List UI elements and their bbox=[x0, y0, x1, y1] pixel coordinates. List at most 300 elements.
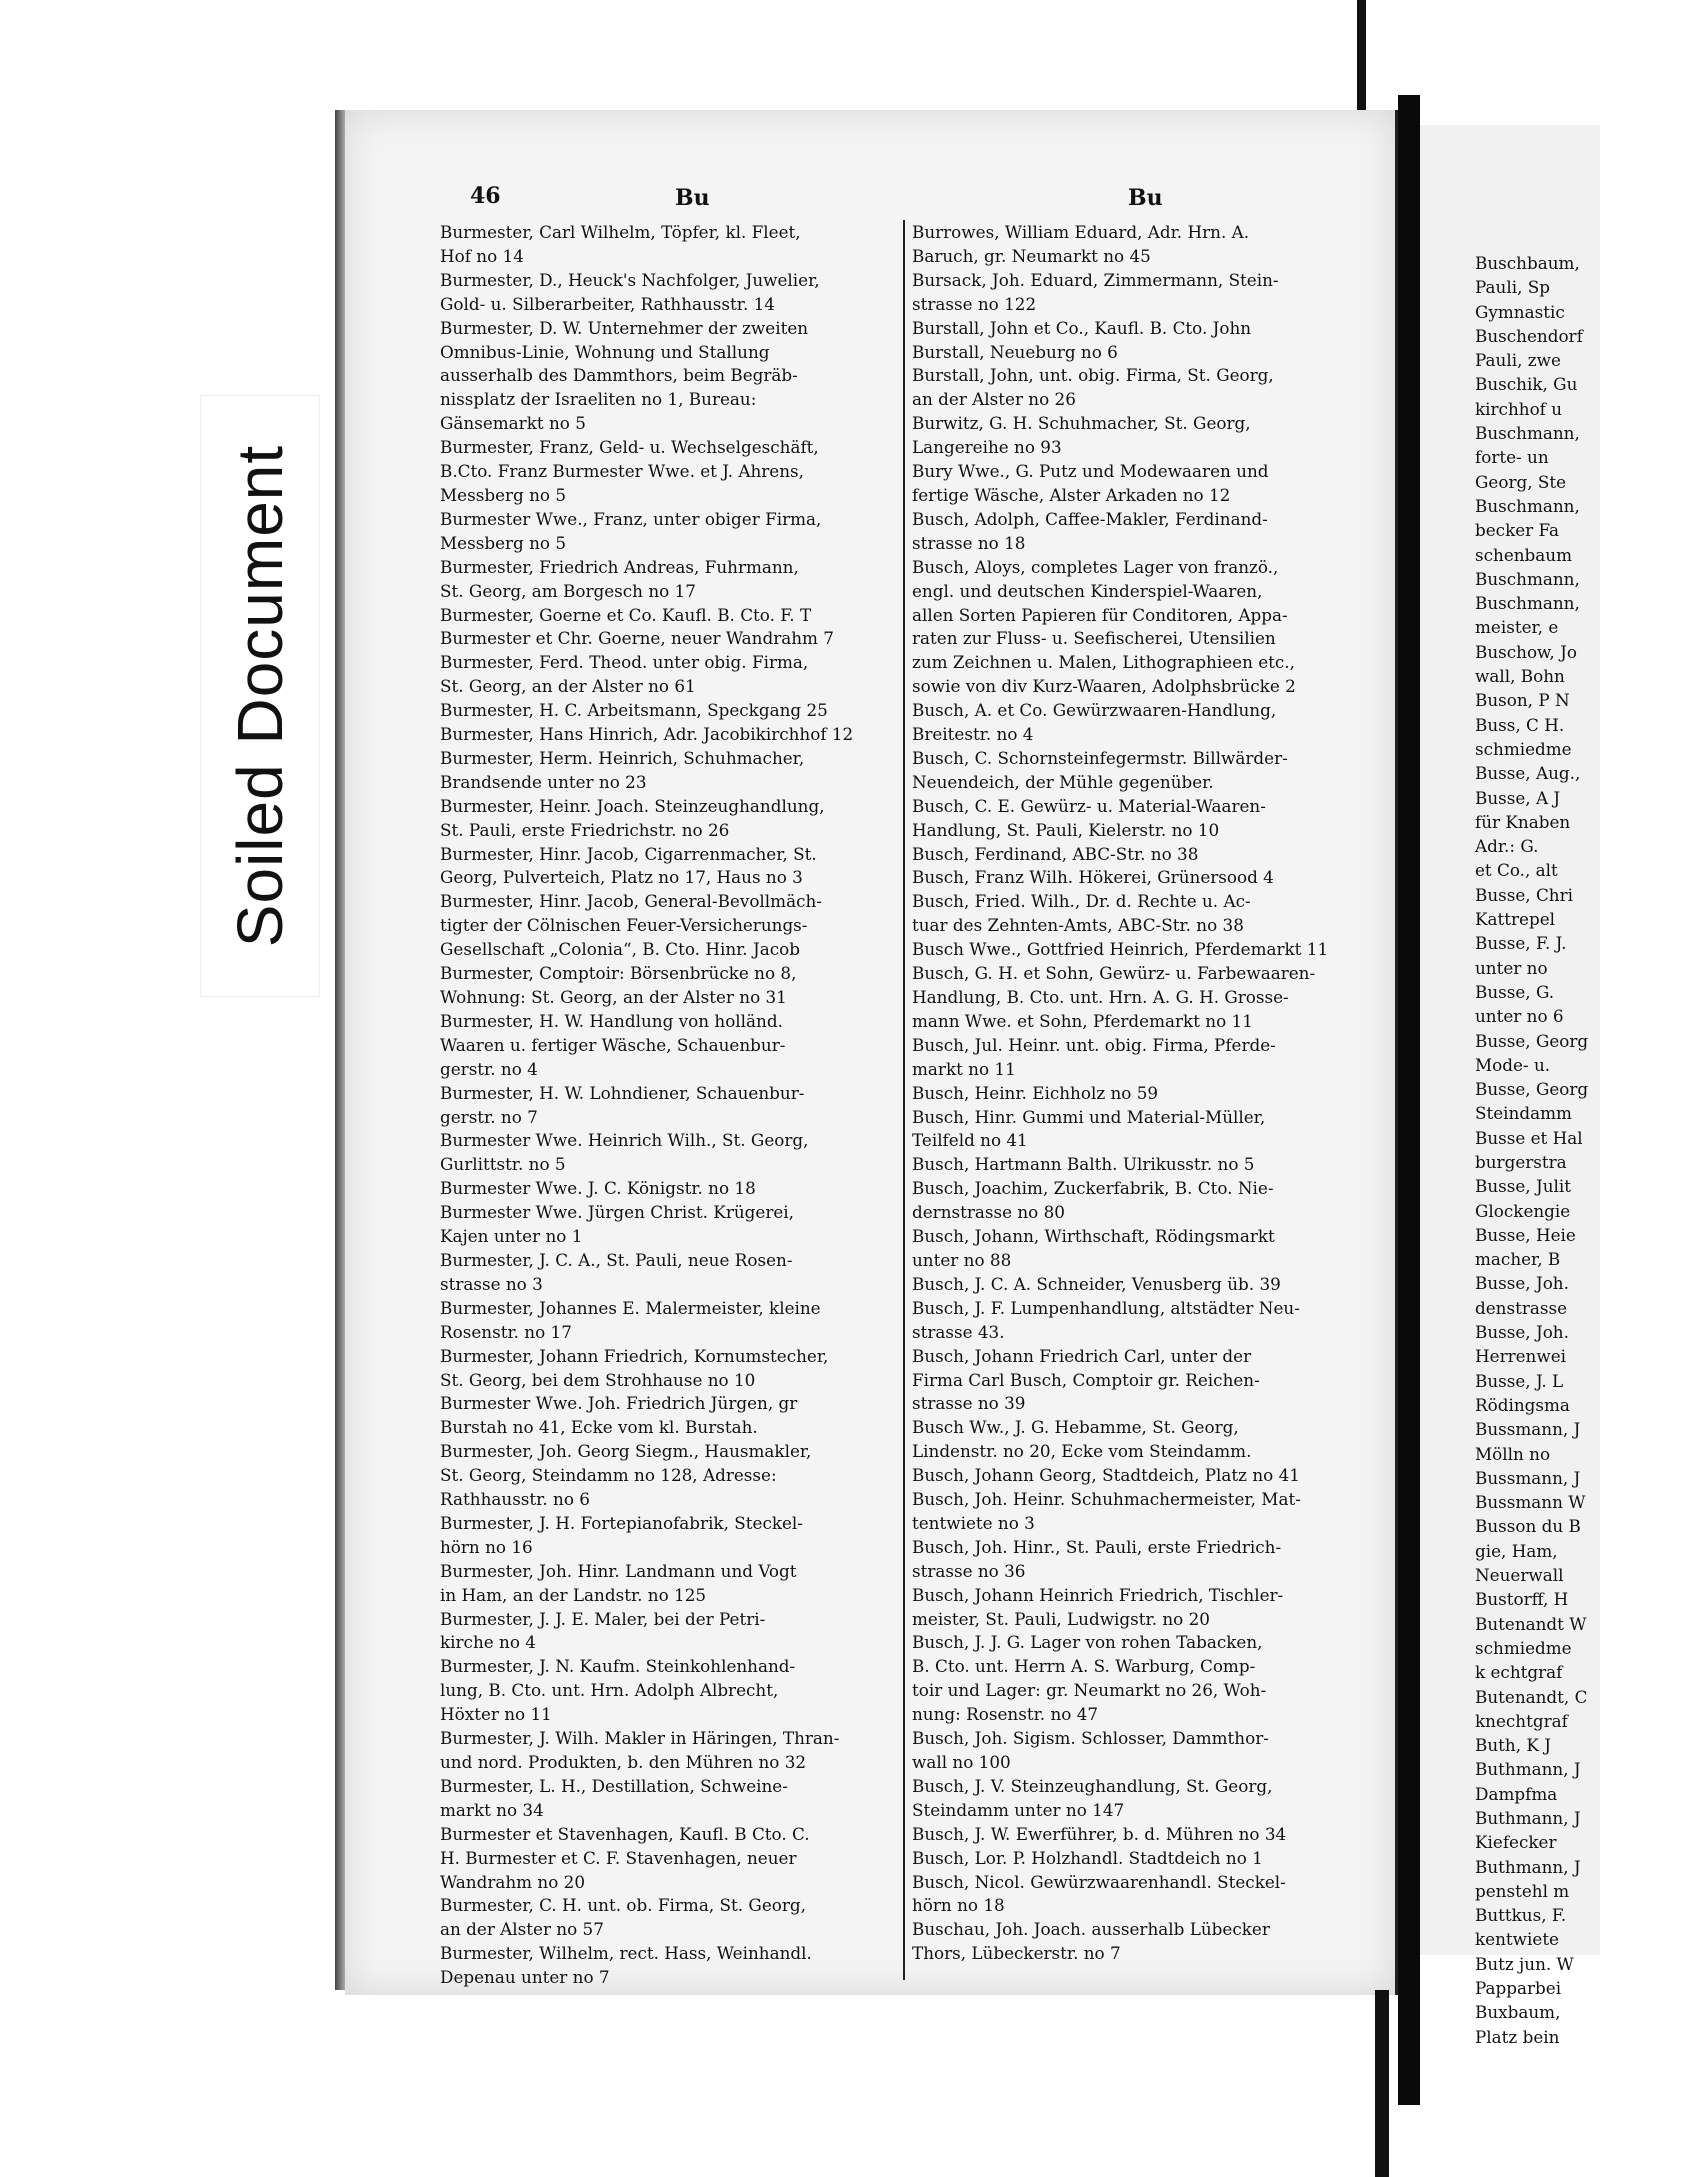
directory-entry bbox=[440, 1392, 890, 1440]
entry-line: Rathhausstr. no 6 bbox=[440, 1489, 590, 1510]
entry-line: Burstall, John et Co., Kaufl. B. Cto. John bbox=[912, 317, 1252, 338]
entry-line: Burmester, Comptoir: Börsenbrücke no 8, bbox=[440, 963, 797, 984]
entry-line: Burmester Wwe., Franz, unter obiger Firma, bbox=[440, 508, 822, 529]
entry-line: Teilfeld no 41 bbox=[912, 1130, 1028, 1151]
entry-line: in Ham, an der Landstr. no 125 bbox=[440, 1584, 707, 1605]
directory-entry bbox=[440, 1823, 890, 1895]
entry-line: Burmester, Ferd. Theod. unter obig. Firma, bbox=[440, 652, 809, 673]
entry-line: Busch, Joh. Heinr. Schuhmachermeister, Mat- bbox=[912, 1489, 1301, 1510]
entry-line: Neuendeich, der Mühle gegenüber. bbox=[912, 771, 1214, 792]
entry-line: Busch, Johann Friedrich Carl, unter der bbox=[912, 1345, 1252, 1366]
entry-line: nissplatz der Israeliten no 1, Bureau: bbox=[440, 389, 757, 410]
adjacent-page bbox=[1420, 125, 1600, 2047]
entry-line: Busch, Aloys, completes Lager von franzö., bbox=[912, 556, 1279, 577]
directory-entry bbox=[912, 1775, 1362, 1823]
entry-line: allen Sorten Papieren für Conditoren, Appa- bbox=[912, 604, 1288, 625]
directory-entry bbox=[440, 1655, 890, 1727]
fragment-line: Bussmann, J bbox=[1475, 1419, 1581, 1440]
fragment-line: Butz jun. W bbox=[1475, 1953, 1574, 1974]
entry-line: Bursack, Joh. Eduard, Zimmermann, Stein- bbox=[912, 269, 1279, 290]
entry-line: Burmester, Goerne et Co. Kaufl. B. Cto. F. T bbox=[440, 604, 812, 625]
entry-line: Burmester et Stavenhagen, Kaufl. B Cto. C. bbox=[440, 1823, 810, 1844]
directory-entry bbox=[912, 317, 1362, 365]
entry-line: Burmester, J. J. E. Maler, bei der Petri- bbox=[440, 1608, 766, 1629]
fragment-line: Pauli, Sp bbox=[1475, 277, 1550, 298]
entry-line: Firma Carl Busch, Comptoir gr. Reichen- bbox=[912, 1369, 1260, 1390]
entry-line: Busch Wwe., Gottfried Heinrich, Pferdemarkt 11 bbox=[912, 939, 1329, 960]
fragment-line: Busse, G. bbox=[1475, 981, 1555, 1002]
fragment-line: Bustorff, H bbox=[1475, 1589, 1569, 1610]
fragment-line: kentwiete bbox=[1475, 1929, 1559, 1950]
entry-line: sowie von div Kurz-Waaren, Adolphsbrücke 2 bbox=[912, 676, 1296, 697]
directory-entry bbox=[912, 1177, 1362, 1225]
directory-entry bbox=[440, 699, 890, 723]
fragment-line: Buthmann, J bbox=[1475, 1759, 1581, 1780]
entry-line: Busch, Ferdinand, ABC-Str. no 38 bbox=[912, 843, 1199, 864]
entry-line: Gesellschaft „Colonia“, B. Cto. Hinr. Jacob bbox=[440, 939, 800, 960]
film-edge-bar-bottom bbox=[1375, 1990, 1389, 2177]
directory-entry bbox=[912, 364, 1362, 412]
page-number: 46 bbox=[470, 183, 501, 209]
fragment-line: Dampfma bbox=[1475, 1783, 1558, 1804]
fragment-line: et Co., alt bbox=[1475, 860, 1558, 881]
directory-entry bbox=[912, 699, 1362, 747]
fragment-line: Buschmann, bbox=[1475, 423, 1580, 444]
entry-line: Buschau, Joh. Joach. ausserhalb Lübecker bbox=[912, 1919, 1270, 1940]
fragment-line: Busse, Georg bbox=[1475, 1079, 1589, 1100]
fragment-line: Buttkus, F. bbox=[1475, 1905, 1567, 1926]
entry-line: Burstall, Neueburg no 6 bbox=[912, 341, 1118, 362]
entry-line: St. Georg, an der Alster no 61 bbox=[440, 676, 696, 697]
fragment-line: Buschmann, bbox=[1475, 495, 1580, 516]
entry-line: St. Georg, Steindamm no 128, Adresse: bbox=[440, 1465, 777, 1486]
entry-line: Busch, Johann, Wirthschaft, Rödingsmarkt bbox=[912, 1226, 1275, 1247]
entry-line: strasse no 39 bbox=[912, 1393, 1026, 1414]
running-head-right: Bu bbox=[1128, 185, 1163, 211]
fragment-line: Busse, Julit bbox=[1475, 1176, 1571, 1197]
entry-line: Burmester, C. H. unt. ob. Firma, St. Georg, bbox=[440, 1895, 806, 1916]
directory-entry bbox=[440, 1010, 890, 1082]
book-spine-gutter bbox=[1398, 95, 1420, 2105]
directory-entry bbox=[912, 1082, 1362, 1106]
directory-entry bbox=[440, 604, 890, 652]
directory-entry bbox=[912, 508, 1362, 556]
directory-entry bbox=[912, 1488, 1362, 1536]
entry-line: dernstrasse no 80 bbox=[912, 1202, 1065, 1223]
fragment-line: Adr.: G. bbox=[1475, 836, 1539, 857]
entry-line: Burmester, J. Wilh. Makler in Häringen, Thran- bbox=[440, 1728, 840, 1749]
directory-entry bbox=[912, 1823, 1362, 1847]
entry-line: Burmester Wwe. Heinrich Wilh., St. Georg, bbox=[440, 1130, 809, 1151]
entry-line: Busch, Lor. P. Holzhandl. Stadtdeich no 1 bbox=[912, 1847, 1263, 1868]
entry-line: hörn no 18 bbox=[912, 1895, 1005, 1916]
directory-entry bbox=[440, 1082, 890, 1130]
left-column-entries bbox=[440, 221, 890, 1990]
directory-entry bbox=[440, 1440, 890, 1512]
entry-line: markt no 34 bbox=[440, 1799, 544, 1820]
fragment-line: Neuerwall bbox=[1475, 1565, 1564, 1586]
entry-line: Hof no 14 bbox=[440, 245, 524, 266]
directory-entry bbox=[440, 436, 890, 508]
entry-line: Handlung, B. Cto. unt. Hrn. A. G. H. Grosse- bbox=[912, 987, 1289, 1007]
directory-entry bbox=[440, 1297, 890, 1345]
entry-line: engl. und deutschen Kinderspiel-Waaren, bbox=[912, 580, 1263, 601]
fragment-line: Platz bein bbox=[1475, 2026, 1560, 2047]
entry-line: Busch, Franz Wilh. Hökerei, Grünersood 4 bbox=[912, 867, 1274, 888]
entry-line: Burmester, D. W. Unternehmer der zweiten bbox=[440, 317, 809, 338]
directory-entry bbox=[440, 1345, 890, 1393]
entry-line: Burmester, Hinr. Jacob, Cigarrenmacher, St. bbox=[440, 843, 817, 864]
entry-line: Bury Wwe., G. Putz und Modewaaren und bbox=[912, 461, 1269, 482]
fragment-line: Bussmann, J bbox=[1475, 1467, 1581, 1488]
fragment-line: becker Fa bbox=[1475, 520, 1560, 541]
entry-line: Burmester, Carl Wilhelm, Töpfer, kl. Fleet, bbox=[440, 222, 801, 242]
directory-entry bbox=[440, 1942, 890, 1990]
entry-line: B.Cto. Franz Burmester Wwe. et J. Ahrens, bbox=[440, 461, 804, 482]
fragment-line: macher, B bbox=[1475, 1249, 1561, 1270]
entry-line: Breitestr. no 4 bbox=[912, 724, 1034, 745]
entry-line: strasse 43. bbox=[912, 1321, 1005, 1342]
entry-line: Burstall, John, unt. obig. Firma, St. Georg, bbox=[912, 365, 1274, 386]
entry-line: Baruch, gr. Neumarkt no 45 bbox=[912, 245, 1151, 266]
directory-entry bbox=[440, 556, 890, 604]
fragment-line: Glockengie bbox=[1475, 1200, 1571, 1221]
entry-line: Busch, Johann Heinrich Friedrich, Tischler- bbox=[912, 1584, 1284, 1605]
fragment-line: Butenandt, C bbox=[1475, 1686, 1588, 1707]
entry-line: Burmester, H. W. Handlung von holländ. bbox=[440, 1010, 783, 1031]
entry-line: Busch, A. et Co. Gewürzwaaren-Handlung, bbox=[912, 700, 1277, 721]
directory-entry bbox=[912, 1918, 1362, 1966]
entry-line: Burmester, Friedrich Andreas, Fuhrmann, bbox=[440, 556, 799, 577]
entry-line: Burmester Wwe. Jürgen Christ. Krügerei, bbox=[440, 1202, 794, 1223]
fragment-line: Kiefecker bbox=[1475, 1832, 1557, 1853]
fragment-line: Mölln no bbox=[1475, 1443, 1551, 1464]
entry-line: Burmester, Joh. Hinr. Landmann und Vogt bbox=[440, 1560, 797, 1581]
fragment-line: Busse, Joh. bbox=[1475, 1322, 1569, 1343]
directory-entry bbox=[912, 221, 1362, 269]
entry-line: Busch, C. Schornsteinfegermstr. Billwärder- bbox=[912, 747, 1288, 768]
fragment-line: Buschik, Gu bbox=[1475, 374, 1578, 395]
fragment-line: Pauli, zwe bbox=[1475, 350, 1561, 371]
fragment-line: Busse, Georg bbox=[1475, 1030, 1589, 1051]
entry-line: St. Georg, am Borgesch no 17 bbox=[440, 580, 696, 601]
entry-line: tuar des Zehnten-Amts, ABC-Str. no 38 bbox=[912, 915, 1244, 936]
fragment-line: denstrasse bbox=[1475, 1297, 1568, 1318]
entry-line: Busch, Joh. Hinr., St. Pauli, erste Friedrich- bbox=[912, 1536, 1282, 1557]
fragment-line: Busse, A J bbox=[1475, 787, 1561, 808]
directory-entry bbox=[440, 221, 890, 269]
fragment-line: Buschow, Jo bbox=[1475, 641, 1577, 662]
directory-entry bbox=[440, 1894, 890, 1942]
fragment-line: Buthmann, J bbox=[1475, 1808, 1581, 1828]
entry-line: Höxter no 11 bbox=[440, 1704, 552, 1725]
fragment-line: Bussmann W bbox=[1475, 1492, 1586, 1513]
entry-line: gerstr. no 4 bbox=[440, 1058, 538, 1079]
entry-line: Kajen unter no 1 bbox=[440, 1226, 583, 1247]
fragment-line: unter no bbox=[1475, 957, 1548, 978]
entry-line: Busch, J. W. Ewerführer, b. d. Mühren no 34 bbox=[912, 1823, 1287, 1844]
entry-line: Busch, Adolph, Caffee-Makler, Ferdinand- bbox=[912, 508, 1268, 529]
entry-line: Busch, C. E. Gewürz- u. Material-Waaren- bbox=[912, 795, 1266, 816]
entry-line: tigter der Cölnischen Feuer-Versicherungs- bbox=[440, 915, 808, 936]
entry-line: an der Alster no 26 bbox=[912, 389, 1076, 410]
directory-entry bbox=[440, 843, 890, 891]
directory-entry bbox=[440, 1249, 890, 1297]
entry-line: markt no 11 bbox=[912, 1058, 1016, 1079]
entry-line: Georg, Pulverteich, Platz no 17, Haus no 3 bbox=[440, 867, 803, 888]
entry-line: Omnibus-Linie, Wohnung und Stallung bbox=[440, 341, 770, 362]
fragment-line: schenbaum bbox=[1475, 544, 1573, 565]
directory-entry bbox=[912, 1584, 1362, 1632]
fragment-line: Buxbaum, bbox=[1475, 2002, 1561, 2023]
directory-entry bbox=[440, 508, 890, 556]
entry-line: Burrowes, William Eduard, Adr. Hrn. A. bbox=[912, 222, 1250, 242]
directory-entry bbox=[912, 795, 1362, 843]
fragment-line: k echtgraf bbox=[1475, 1662, 1563, 1683]
directory-entry bbox=[912, 747, 1362, 795]
entry-line: Burmester, Hans Hinrich, Adr. Jacobikirchhof 12 bbox=[440, 724, 854, 745]
entry-line: Burmester, Hinr. Jacob, General-Bevollmäch- bbox=[440, 891, 822, 912]
entry-line: Lindenstr. no 20, Ecke vom Steindamm. bbox=[912, 1441, 1252, 1462]
entry-line: lung, B. Cto. unt. Hrn. Adolph Albrecht, bbox=[440, 1680, 779, 1701]
entry-line: Busch, J. C. A. Schneider, Venusberg üb. 39 bbox=[912, 1273, 1281, 1294]
entry-line: Busch Ww., J. G. Hebamme, St. Georg, bbox=[912, 1417, 1239, 1438]
entry-line: Burmester, Herm. Heinrich, Schuhmacher, bbox=[440, 747, 805, 768]
fragment-line: Busson du B bbox=[1475, 1516, 1581, 1537]
directory-entry bbox=[912, 1631, 1362, 1727]
film-edge-bar-top bbox=[1357, 0, 1366, 110]
entry-line: Gurlittstr. no 5 bbox=[440, 1154, 566, 1175]
fragment-line: Busse, Aug., bbox=[1475, 763, 1581, 784]
entry-line: H. Burmester et C. F. Stavenhagen, neuer bbox=[440, 1847, 797, 1868]
directory-entry bbox=[440, 1129, 890, 1177]
entry-line: Busch, Johann Georg, Stadtdeich, Platz no 41 bbox=[912, 1465, 1300, 1486]
entry-line: Messberg no 5 bbox=[440, 484, 567, 505]
fragment-line: Buthmann, J bbox=[1475, 1856, 1581, 1877]
right-column-entries bbox=[912, 221, 1362, 1966]
fragment-line: Busse, Chri bbox=[1475, 884, 1573, 905]
entry-line: Busch, G. H. et Sohn, Gewürz- u. Farbewaaren- bbox=[912, 963, 1316, 984]
directory-entry bbox=[440, 317, 890, 437]
entry-line: Burmester, J. N. Kaufm. Steinkohlenhand- bbox=[440, 1656, 796, 1677]
entry-line: und nord. Produkten, b. den Mühren no 32 bbox=[440, 1752, 807, 1772]
entry-line: Langereihe no 93 bbox=[912, 437, 1062, 458]
entry-line: Gänsemarkt no 5 bbox=[440, 413, 586, 434]
entry-line: wall no 100 bbox=[912, 1752, 1011, 1772]
fragment-line: Herrenwei bbox=[1475, 1346, 1567, 1367]
entry-line: tentwiete no 3 bbox=[912, 1512, 1035, 1533]
directory-entry bbox=[440, 1775, 890, 1823]
fragment-line: Buson, P N bbox=[1475, 690, 1570, 711]
entry-line: Thors, Lübeckerstr. no 7 bbox=[912, 1943, 1121, 1964]
directory-entry bbox=[440, 747, 890, 795]
stamp-text: Soiled Document bbox=[224, 444, 296, 948]
fragment-line: Mode- u. bbox=[1475, 1054, 1551, 1075]
fragment-line: burgerstra bbox=[1475, 1151, 1567, 1172]
entry-line: fertige Wäsche, Alster Arkaden no 12 bbox=[912, 484, 1231, 505]
entry-line: Burmester, J. C. A., St. Pauli, neue Rosen- bbox=[440, 1249, 793, 1270]
entry-line: raten zur Fluss- u. Seefischerei, Utensilien bbox=[912, 628, 1276, 649]
fragment-line: forte- un bbox=[1475, 447, 1549, 468]
column-divider bbox=[903, 220, 905, 1980]
entry-line: Busch, Jul. Heinr. unt. obig. Firma, Pferde- bbox=[912, 1034, 1276, 1055]
entry-line: Busch, J. J. G. Lager von rohen Tabacken, bbox=[912, 1632, 1263, 1653]
fragment-line: Buss, C H. bbox=[1475, 714, 1565, 735]
entry-line: Wohnung: St. Georg, an der Alster no 31 bbox=[440, 987, 787, 1007]
directory-entry bbox=[912, 1273, 1362, 1297]
directory-entry bbox=[912, 1297, 1362, 1345]
fragment-line: Steindamm bbox=[1475, 1103, 1572, 1124]
fragment-line: Rödingsma bbox=[1475, 1394, 1570, 1415]
entry-line: Busch, Fried. Wilh., Dr. d. Rechte u. Ac- bbox=[912, 891, 1251, 912]
fragment-line: Busse, Joh. bbox=[1475, 1273, 1569, 1294]
fragment-line: Georg, Ste bbox=[1475, 471, 1567, 492]
entry-line: Burmester, J. H. Fortepianofabrik, Steckel- bbox=[440, 1512, 803, 1533]
entry-line: strasse no 122 bbox=[912, 293, 1037, 314]
directory-entry bbox=[912, 843, 1362, 867]
entry-line: hörn no 16 bbox=[440, 1536, 533, 1557]
entry-line: Brandsende unter no 23 bbox=[440, 771, 647, 792]
fragment-line: Busse, F. J. bbox=[1475, 933, 1567, 954]
directory-entry bbox=[440, 1560, 890, 1608]
directory-entry bbox=[912, 1416, 1362, 1464]
entry-line: Wandrahm no 20 bbox=[440, 1871, 586, 1892]
entry-line: Burmester, H. C. Arbeitsmann, Speckgang 25 bbox=[440, 700, 828, 721]
fragment-line: Buth, K J bbox=[1475, 1735, 1551, 1756]
fragment-line: Kattrepel bbox=[1475, 909, 1556, 930]
fragment-line: Buschbaum, bbox=[1475, 253, 1580, 273]
entry-line: Burmester, H. W. Lohndiener, Schauenbur- bbox=[440, 1082, 805, 1103]
entry-line: St. Georg, bei dem Strohhause no 10 bbox=[440, 1369, 756, 1390]
entry-line: Burmester, Johannes E. Malermeister, kleine bbox=[440, 1297, 821, 1318]
entry-line: Gold- u. Silberarbeiter, Rathhausstr. 14 bbox=[440, 293, 775, 314]
fragment-line: Busse, J. L bbox=[1475, 1370, 1564, 1391]
directory-entry bbox=[440, 795, 890, 843]
fragment-line: Buschmann, bbox=[1475, 593, 1580, 614]
entry-line: meister, St. Pauli, Ludwigstr. no 20 bbox=[912, 1608, 1210, 1629]
fragment-line: knechtgraf bbox=[1475, 1710, 1568, 1731]
entry-line: Burmester, Wilhelm, rect. Hass, Weinhandl. bbox=[440, 1943, 812, 1964]
entry-line: Burmester, Heinr. Joach. Steinzeughandlung, bbox=[440, 795, 825, 816]
directory-entry bbox=[912, 890, 1362, 938]
directory-entry bbox=[912, 1536, 1362, 1584]
directory-entry bbox=[440, 1608, 890, 1656]
fragment-line: Gymnastic bbox=[1475, 301, 1565, 322]
entry-line: an der Alster no 57 bbox=[440, 1919, 604, 1940]
entry-line: mann Wwe. et Sohn, Pferdemarkt no 11 bbox=[912, 1010, 1253, 1031]
directory-entry bbox=[912, 412, 1362, 460]
directory-entry bbox=[912, 269, 1362, 317]
entry-line: Burwitz, G. H. Schuhmacher, St. Georg, bbox=[912, 413, 1251, 434]
entry-line: strasse no 18 bbox=[912, 532, 1026, 553]
fragment-line: Papparbei bbox=[1475, 1978, 1562, 1999]
directory-entry bbox=[912, 1106, 1362, 1154]
entry-line: Burmester, D., Heuck's Nachfolger, Juwelier, bbox=[440, 269, 820, 290]
entry-line: Burmester et Chr. Goerne, neuer Wandrahm 7 bbox=[440, 628, 834, 649]
entry-line: Burmester, Joh. Georg Siegm., Hausmakler, bbox=[440, 1441, 812, 1462]
directory-entry bbox=[912, 460, 1362, 508]
directory-entry bbox=[912, 962, 1362, 1034]
entry-line: ausserhalb des Dammthors, beim Begräb- bbox=[440, 365, 798, 386]
fragment-line: schmiedme bbox=[1475, 738, 1572, 759]
entry-line: Busch, Joh. Sigism. Schlosser, Dammthor- bbox=[912, 1728, 1269, 1749]
directory-entry bbox=[912, 866, 1362, 890]
fragment-line: gie, Ham, bbox=[1475, 1540, 1558, 1561]
directory-entry bbox=[912, 1345, 1362, 1417]
entry-line: Burmester Wwe. J. C. Königstr. no 18 bbox=[440, 1178, 756, 1199]
directory-entry bbox=[912, 1153, 1362, 1177]
entry-line: Burmester, L. H., Destillation, Schweine- bbox=[440, 1775, 788, 1796]
directory-entry bbox=[912, 1871, 1362, 1919]
entry-line: Waaren u. fertiger Wäsche, Schauenbur- bbox=[440, 1034, 786, 1055]
directory-entry bbox=[912, 1464, 1362, 1488]
directory-entry bbox=[912, 1225, 1362, 1273]
entry-line: unter no 88 bbox=[912, 1249, 1012, 1270]
soiled-document-stamp bbox=[200, 395, 320, 997]
fragment-line: meister, e bbox=[1475, 617, 1559, 638]
entry-line: Busch, J. F. Lumpenhandlung, altstädter Neu- bbox=[912, 1297, 1300, 1318]
directory-entry bbox=[912, 1034, 1362, 1082]
entry-line: Rosenstr. no 17 bbox=[440, 1321, 572, 1342]
entry-line: zum Zeichnen u. Malen, Lithographieen etc., bbox=[912, 652, 1295, 673]
directory-entry bbox=[440, 890, 890, 1010]
directory-entry bbox=[440, 651, 890, 699]
entry-line: Burmester, Franz, Geld- u. Wechselgeschäft, bbox=[440, 437, 819, 458]
entry-line: Busch, Nicol. Gewürzwaarenhandl. Steckel- bbox=[912, 1871, 1286, 1892]
entry-line: Steindamm unter no 147 bbox=[912, 1799, 1125, 1820]
entry-line: Handlung, St. Pauli, Kielerstr. no 10 bbox=[912, 819, 1220, 840]
entry-line: Burmester Wwe. Joh. Friedrich Jürgen, gr bbox=[440, 1393, 798, 1414]
directory-entry bbox=[440, 1727, 890, 1775]
directory-entry bbox=[912, 1727, 1362, 1775]
entry-line: strasse no 36 bbox=[912, 1560, 1026, 1581]
directory-entry bbox=[440, 1512, 890, 1560]
fragment-line: Butenandt W bbox=[1475, 1613, 1587, 1634]
directory-entry bbox=[912, 1847, 1362, 1871]
adjacent-page-entries bbox=[1475, 251, 1695, 2049]
entry-line: gerstr. no 7 bbox=[440, 1106, 538, 1127]
entry-line: Messberg no 5 bbox=[440, 532, 567, 553]
entry-line: strasse no 3 bbox=[440, 1273, 543, 1294]
entry-line: Busch, Hartmann Balth. Ulrikusstr. no 5 bbox=[912, 1154, 1255, 1175]
fragment-line: Buschmann, bbox=[1475, 568, 1580, 589]
fragment-line: schmiedme bbox=[1475, 1637, 1572, 1658]
directory-entry bbox=[912, 938, 1362, 962]
directory-entry bbox=[440, 269, 890, 317]
entry-line: Busch, Heinr. Eichholz no 59 bbox=[912, 1082, 1159, 1103]
entry-line: toir und Lager: gr. Neumarkt no 26, Woh- bbox=[912, 1680, 1267, 1701]
directory-entry bbox=[440, 1201, 890, 1249]
entry-line: St. Pauli, erste Friedrichstr. no 26 bbox=[440, 819, 730, 840]
fragment-line: penstehl m bbox=[1475, 1880, 1570, 1901]
entry-line: Busch, Hinr. Gummi und Material-Müller, bbox=[912, 1106, 1266, 1127]
directory-entry bbox=[440, 723, 890, 747]
entry-line: Busch, Joachim, Zuckerfabrik, B. Cto. Nie- bbox=[912, 1178, 1274, 1199]
entry-line: Busch, J. V. Steinzeughandlung, St. Georg, bbox=[912, 1775, 1273, 1796]
page-left-edge bbox=[335, 110, 345, 1990]
directory-entry bbox=[912, 556, 1362, 699]
entry-line: Burstah no 41, Ecke vom kl. Burstah. bbox=[440, 1417, 758, 1438]
entry-line: B. Cto. unt. Herrn A. S. Warburg, Comp- bbox=[912, 1656, 1256, 1677]
fragment-line: Buschendorf bbox=[1475, 325, 1583, 346]
entry-line: kirche no 4 bbox=[440, 1632, 536, 1653]
directory-entry bbox=[440, 1177, 890, 1201]
running-head-left: Bu bbox=[675, 185, 710, 211]
fragment-line: Busse, Heie bbox=[1475, 1224, 1576, 1245]
fragment-line: für Knaben bbox=[1475, 811, 1571, 832]
fragment-line: Busse et Hal bbox=[1475, 1127, 1583, 1148]
entry-line: nung: Rosenstr. no 47 bbox=[912, 1704, 1099, 1725]
